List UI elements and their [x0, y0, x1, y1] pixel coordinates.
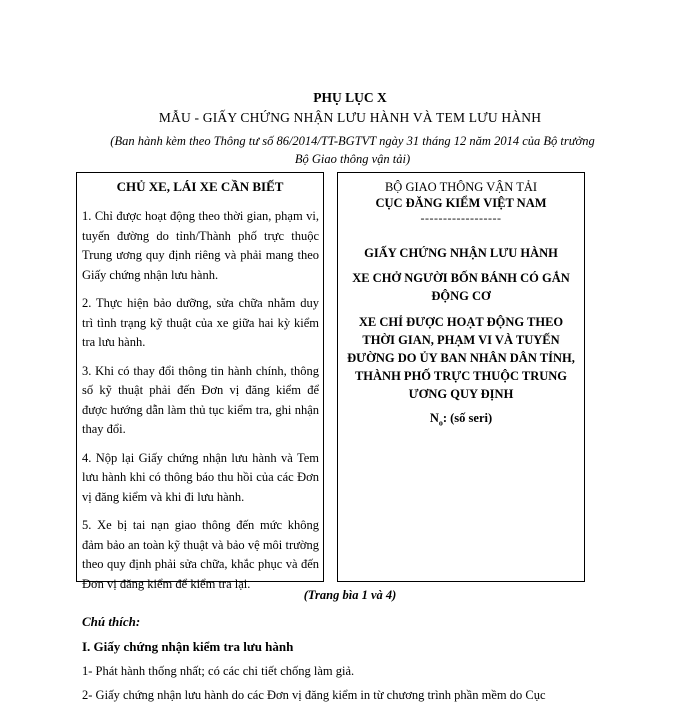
issuance-note-line-2: Bộ Giao thông vận tải) — [294, 152, 411, 166]
form-subtitle: MẪU - GIẤY CHỨNG NHẬN LƯU HÀNH VÀ TEM LƯU HÀNH — [158, 110, 542, 125]
appendix-title: PHỤ LỤC X — [313, 90, 387, 105]
owner-driver-notice-box — [76, 172, 324, 591]
vehicle-type-heading: XE CHỞ NGƯỜI BỐN BÁNH CÓ GẮN ĐỘNG CƠ — [352, 271, 570, 303]
notes-section-heading: I. Giấy chứng nhận kiểm tra lưu hành — [82, 639, 294, 654]
issuance-note-line-1: (Ban hành kèm theo Thông tư số 86/2014/TT-BGTVT ngày 31 tháng 12 năm 2014 của Bộ trưởng — [110, 134, 595, 148]
owner-driver-notice-heading: CHỦ XE, LÁI XE CẦN BIẾT — [116, 179, 284, 194]
owner-driver-notice-list — [77, 207, 323, 594]
notice-item-1: 1. Chỉ được hoạt động theo thời gian, phạm vi, tuyến đường do tỉnh/Thành phố trực thuộc Trung ương quy định riêng và phải mang theo Giấy chứng nhận lưu hành. — [82, 209, 319, 282]
notice-item-4: 4. Nộp lại Giấy chứng nhận lưu hành và Tem lưu hành khi có thông báo thu hồi của các Đơn vị đăng kiểm và khi đi lưu hành. — [82, 450, 319, 504]
department-name: CỤC ĐĂNG KIỂM VIỆT NAM — [375, 196, 547, 210]
issuance-note — [80, 132, 625, 168]
notes-line-2: 2- Giấy chứng nhận lưu hành do các Đơn vị đăng kiểm in từ chương trình phần mềm do Cục — [82, 688, 546, 702]
separator-line: ------------------ — [420, 211, 502, 225]
ministry-name: BỘ GIAO THÔNG VẬN TẢI — [384, 180, 538, 194]
serial-number — [346, 409, 576, 433]
cover-page-label: (Trang bìa 1 và 4) — [303, 588, 397, 602]
serial-label: : (số seri) — [442, 411, 493, 425]
notes-line-1: 1- Phát hành thống nhất; có các chi tiết chống làm giả. — [82, 664, 355, 678]
certificate-cover-box — [337, 172, 585, 582]
notice-item-3: 3. Khi có thay đổi thông tin hành chính, thông số kỹ thuật phải đến Đơn vị đăng kiểm để được hướng dẫn làm thủ tục kiểm tra, ghi nhận thay đổi. — [82, 363, 319, 436]
notice-item-5: 5. Xe bị tai nạn giao thông đến mức không đảm bảo an toàn kỹ thuật và bảo vệ môi trường theo quy định phải sửa chữa, khắc phục và đến Đơn vị đăng kiểm để kiểm tra lại. — [82, 518, 319, 591]
notes-heading: Chú thích: — [82, 614, 141, 629]
serial-sub: o — [438, 418, 443, 428]
operation-restriction-heading: XE CHỈ ĐƯỢC HOẠT ĐỘNG THEO THỜI GIAN, PHẠM VI VÀ TUYẾN ĐƯỜNG DO ỦY BAN NHÂN DÂN TỈNH, THÀNH PHỐ TRỰC THUỘC TRUNG ƯƠNG QUY ĐỊNH — [347, 315, 575, 401]
serial-prefix: N — [429, 411, 439, 425]
certificate-heading: GIẤY CHỨNG NHẬN LƯU HÀNH — [364, 246, 558, 260]
notice-item-2: 2. Thực hiện bảo dưỡng, sửa chữa nhằm duy trì tình trạng kỹ thuật của xe giữa hai kỳ kiểm tra lưu hành. — [82, 296, 319, 349]
